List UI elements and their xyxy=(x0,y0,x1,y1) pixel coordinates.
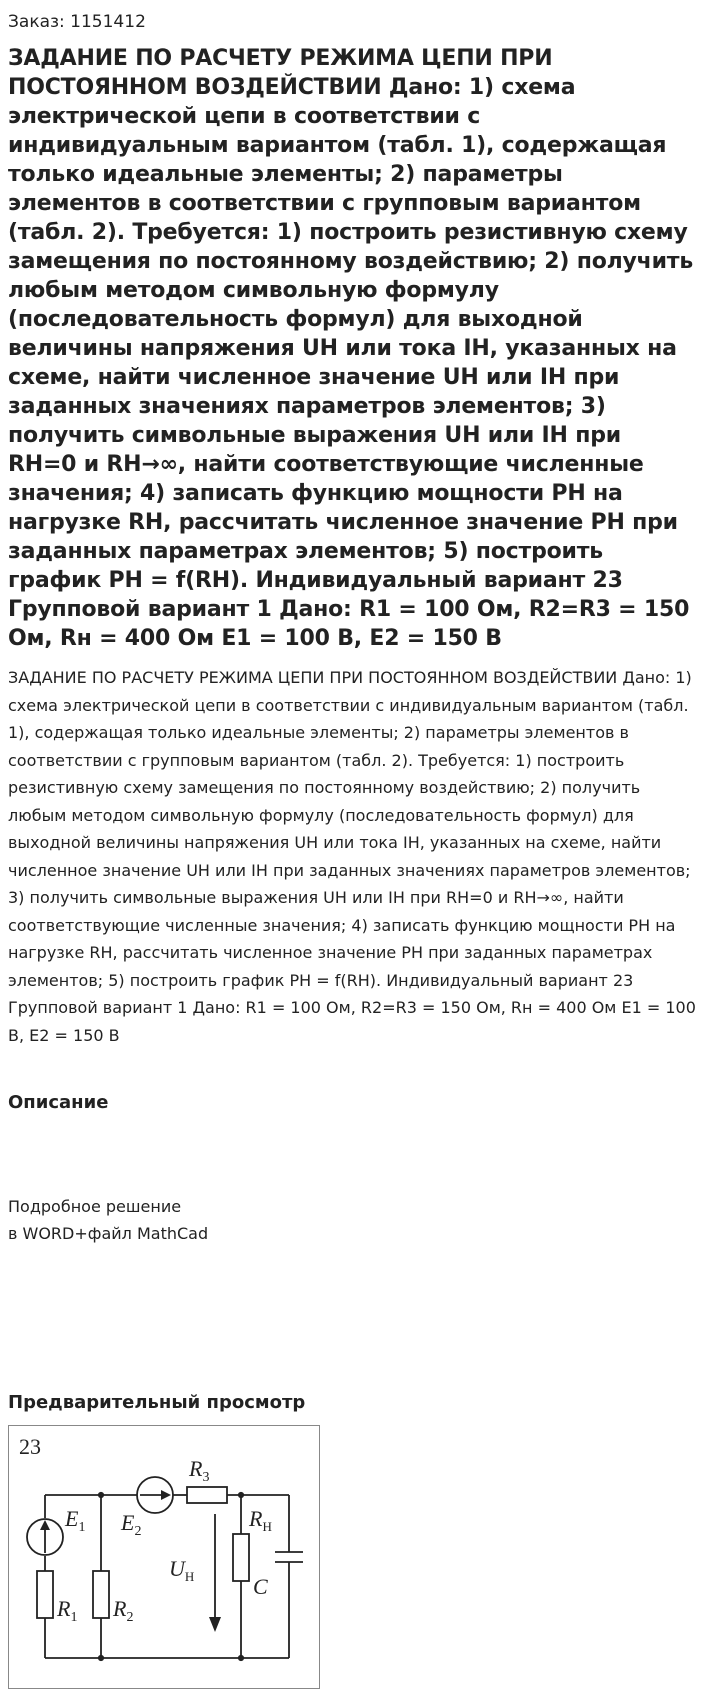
preview-image xyxy=(8,1425,320,1689)
resistor-r3 xyxy=(187,1487,227,1503)
order-number: Заказ: 1151412 xyxy=(8,12,146,32)
label-r1: $R_1$ xyxy=(57,1596,78,1625)
description-line: Подробное решение xyxy=(8,1197,182,1216)
label-rh: $R_Н$ xyxy=(249,1506,272,1534)
preview-heading: Предварительный просмотр xyxy=(8,1392,306,1413)
label-r3: $R_3$ xyxy=(189,1456,210,1485)
source-e1 xyxy=(27,1519,63,1555)
junction-dot xyxy=(239,1493,243,1497)
label-r2: $R_2$ xyxy=(113,1596,134,1625)
description-heading: Описание xyxy=(8,1092,109,1113)
label-uh: $U_Н$ xyxy=(169,1556,195,1584)
variant-number: 23 xyxy=(19,1434,41,1459)
description-line: в WORD+файл MathCad xyxy=(8,1224,209,1243)
resistor-rh xyxy=(233,1534,249,1581)
voltage-uh-arrow xyxy=(209,1514,221,1632)
task-title: ЗАДАНИЕ ПО РАСЧЕТУ РЕЖИМА ЦЕПИ ПРИ ПОСТОЯННОМ ВОЗДЕЙСТВИИ Дано: 1) схема электрической цепи в соответствии с индивидуальным вариантом (табл. 1), содержащая только идеальные элементы; 2) параметры элементов в соответствии с групповым вариантом (табл. 2). Требуется: 1) построить резистивную схему замещения по постоянному воздействию; 2) получить любым методом символьную формулу (последовательность формул) для выходной величины напряжения UН или тока IН, указанных на схеме, найти численное значение UН или IН при заданных значениях параметров элементов; 3) получить символьные выражения UН или IН при RН=0 и RН→∞, найти соответствующие численные значения; 4) записать функцию мощности PН на нагрузке RН, рассчитать численное значение PН при заданных параметрах элементов; 5) построить график PН = f(RН). Индивидуальный вариант 23 Групповой вариант 1 Дано: R1 = 100 Ом, R2=R3 = 150 Ом, Rн = 400 Ом E1 = 100 В, E2 = 150 В xyxy=(8,46,694,651)
task-body: ЗАДАНИЕ ПО РАСЧЕТУ РЕЖИМА ЦЕПИ ПРИ ПОСТОЯННОМ ВОЗДЕЙСТВИИ Дано: 1) схема электрической цепи в соответствии с индивидуальным вариантом (табл. 1), содержащая только идеальные элементы; 2) параметры элементов в соответствии с групповым вариантом (табл. 2). Требуется: 1) построить резистивную схему замещения по постоянному воздействию; 2) получить любым методом символьную формулу (последовательность формул) для выходной величины напряжения UН или тока IН, указанных на схеме, найти численное значение UН или IН при заданных значениях параметров элементов; 3) получить символьные выражения UН или IН при RН=0 и RН→∞, найти соответствующие численные значения; 4) записать функцию мощности PН на нагрузке RН, рассчитать численное значение PН при заданных параметрах элементов; 5) построить график PН = f(RН). Индивидуальный вариант 23 Групповой вариант 1 Дано: R1 = 100 Ом, R2=R3 = 150 Ом, Rн = 400 Ом E1 = 100 В, E2 = 150 В xyxy=(8,668,696,1045)
junction-dot xyxy=(99,1656,103,1660)
circuit-diagram xyxy=(9,1426,319,1688)
label-c: C xyxy=(253,1574,268,1599)
resistor-r1 xyxy=(37,1571,53,1618)
component-labels xyxy=(56,1456,272,1625)
description-text xyxy=(8,1193,208,1247)
resistor-r2 xyxy=(93,1571,109,1618)
capacitor-c xyxy=(275,1552,303,1562)
label-e2: $E_2$ xyxy=(121,1510,142,1539)
source-e2 xyxy=(137,1477,173,1513)
junction-dot xyxy=(239,1656,243,1660)
junction-dot xyxy=(99,1493,103,1497)
label-e1: $E_1$ xyxy=(65,1506,86,1535)
